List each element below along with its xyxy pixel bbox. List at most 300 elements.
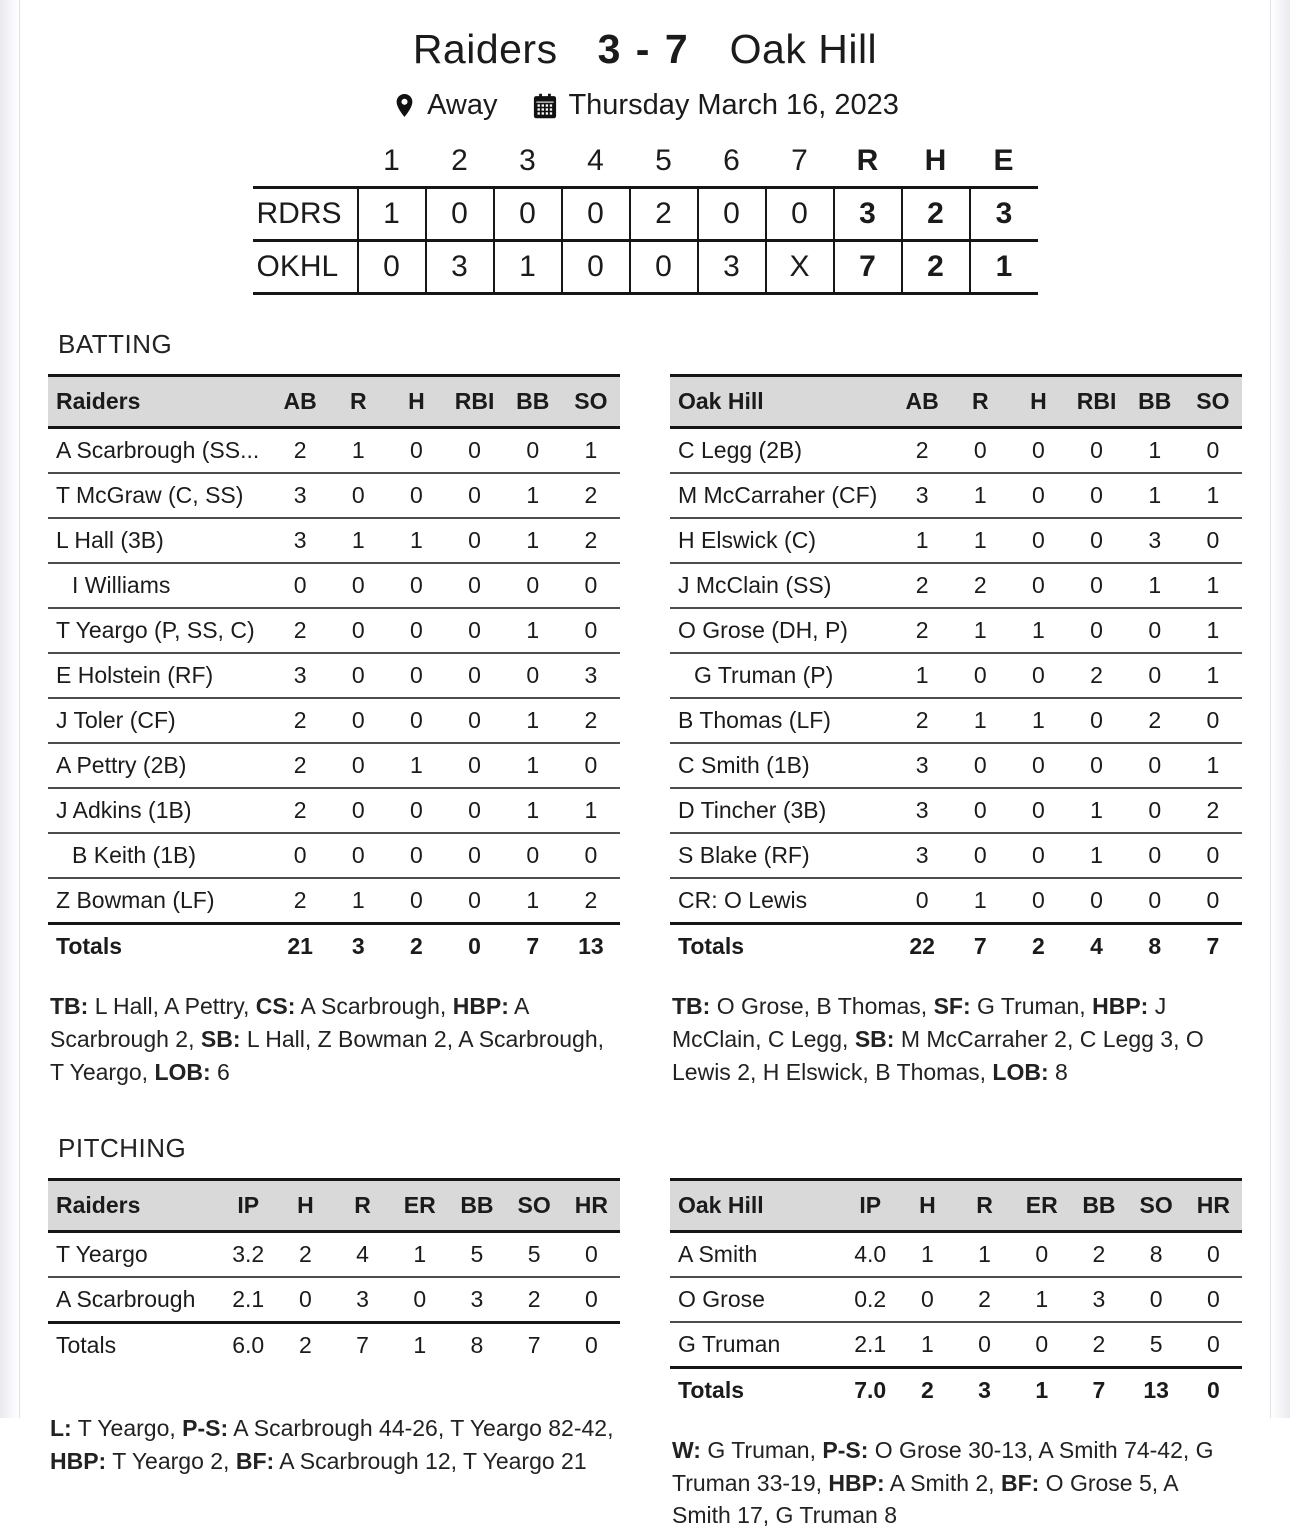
linescore-grid xyxy=(253,144,1038,295)
stat-column-header: R xyxy=(329,376,387,428)
stat-cell: 0 xyxy=(329,608,387,653)
stat-cell: 4 xyxy=(334,1231,391,1277)
player-row xyxy=(670,518,1242,563)
stat-cell: 1 xyxy=(956,1231,1013,1277)
location-pin-icon xyxy=(391,92,418,119)
stat-cell: 0 xyxy=(391,1277,448,1323)
linescore-row xyxy=(253,188,1038,241)
stat-cell: 0 xyxy=(387,473,445,518)
stat-cell: 0 xyxy=(899,1277,956,1322)
stat-cell: 1 xyxy=(504,518,562,563)
stat-cell: 0 xyxy=(1068,428,1126,474)
stat-cell: 0 xyxy=(329,698,387,743)
player-row xyxy=(48,698,620,743)
totals-stat-cell: 4 xyxy=(1068,924,1126,969)
stat-cell: 0 xyxy=(951,653,1009,698)
player-row xyxy=(670,698,1242,743)
stat-cell: 0 xyxy=(504,428,562,474)
game-score-title xyxy=(48,26,1242,73)
stat-cell: 0 xyxy=(1128,1277,1185,1322)
stat-cell: 5 xyxy=(1128,1322,1185,1368)
inning-header: 5 xyxy=(655,144,672,177)
stat-cell: 1 xyxy=(504,698,562,743)
stat-cell: 1 xyxy=(504,473,562,518)
inning-score-cell: 3 xyxy=(698,241,766,294)
player-name-cell[interactable]: I Williams xyxy=(48,563,271,608)
inning-score-cell: 0 xyxy=(698,188,766,241)
batting-section-label: BATTING xyxy=(58,329,173,359)
player-row xyxy=(48,608,620,653)
stat-cell: 1 xyxy=(504,608,562,653)
stat-cell: 0 xyxy=(446,788,504,833)
team-column-header: Raiders xyxy=(48,376,271,428)
page-right-edge xyxy=(1270,0,1290,1418)
stat-cell: 1 xyxy=(893,653,951,698)
player-name-cell[interactable]: M McCarraher (CF) xyxy=(670,473,893,518)
stat-cell: 0 xyxy=(387,878,445,924)
totals-stat-cell: 0 xyxy=(446,924,504,969)
stat-cell: 2 xyxy=(271,698,329,743)
stat-cell: 0 xyxy=(271,563,329,608)
stat-cell: 1 xyxy=(1126,473,1184,518)
inning-score-cell: 0 xyxy=(766,188,834,241)
stat-column-header: RBI xyxy=(446,376,504,428)
stat-cell: 2 xyxy=(956,1277,1013,1322)
totals-stat-cell: 2 xyxy=(1009,924,1067,969)
inning-score-cell: X xyxy=(766,241,834,294)
stat-cell: 2 xyxy=(271,878,329,924)
stats-table xyxy=(670,1178,1242,1412)
totals-stat-cell: 7 xyxy=(506,1322,563,1367)
inning-header: 6 xyxy=(723,144,740,177)
stat-cell: 0 xyxy=(1126,878,1184,924)
stat-cell: 1 xyxy=(1126,563,1184,608)
totals-stat-cell: 21 xyxy=(271,924,329,969)
stat-cell: 0 xyxy=(1009,428,1067,474)
stat-cell: 0 xyxy=(446,833,504,878)
stat-cell: 1 xyxy=(1009,608,1067,653)
stat-cell: 0 xyxy=(951,833,1009,878)
player-name-cell[interactable]: A Smith xyxy=(670,1231,842,1277)
summary-header: E xyxy=(993,144,1014,177)
player-row xyxy=(670,878,1242,924)
player-name-cell[interactable]: Z Bowman (LF) xyxy=(48,878,271,924)
stat-column-header: R xyxy=(956,1179,1013,1231)
calendar-icon xyxy=(531,92,559,120)
stat-cell: 0 xyxy=(504,653,562,698)
stat-cell: 1 xyxy=(1126,428,1184,474)
totals-row xyxy=(48,1322,620,1367)
stat-cell: 3 xyxy=(893,743,951,788)
stat-cell: 1 xyxy=(951,473,1009,518)
player-row xyxy=(670,1277,1242,1322)
summary-header: H xyxy=(924,144,947,177)
stat-cell: 1 xyxy=(1184,608,1242,653)
stat-column-header: SO xyxy=(562,376,620,428)
stat-cell: 0 xyxy=(329,743,387,788)
linescore-table xyxy=(253,144,1038,295)
player-row xyxy=(48,1231,620,1277)
stat-cell: 3 xyxy=(1126,518,1184,563)
stat-column-header: SO xyxy=(1128,1179,1185,1231)
player-row xyxy=(670,608,1242,653)
inning-header: 4 xyxy=(587,144,604,177)
totals-stat-cell: 3 xyxy=(956,1367,1013,1412)
player-row xyxy=(48,428,620,474)
stat-cell: 0 xyxy=(329,833,387,878)
totals-stat-cell: 7 xyxy=(504,924,562,969)
stat-cell: 0 xyxy=(951,743,1009,788)
totals-stat-cell: 2 xyxy=(277,1322,334,1367)
stat-cell: 0 xyxy=(1013,1231,1070,1277)
player-name-cell[interactable]: B Keith (1B) xyxy=(48,833,271,878)
stat-column-header: ER xyxy=(1013,1179,1070,1231)
stat-cell: 0 xyxy=(1068,878,1126,924)
stats-table xyxy=(48,374,620,968)
linescore-team-abbr: OKHL xyxy=(253,241,358,294)
totals-stat-cell: 6.0 xyxy=(220,1322,277,1367)
stat-cell: 0 xyxy=(951,428,1009,474)
stat-column-header: AB xyxy=(271,376,329,428)
summary-score-cell: 7 xyxy=(834,241,902,294)
stat-cell: 2 xyxy=(951,563,1009,608)
stat-cell: 1 xyxy=(1184,653,1242,698)
stat-column-header: H xyxy=(277,1179,334,1231)
player-name-cell[interactable]: O Grose xyxy=(670,1277,842,1322)
note-label: W: xyxy=(672,1436,701,1463)
player-row xyxy=(48,743,620,788)
stat-cell: 0 xyxy=(329,653,387,698)
stat-column-header: HR xyxy=(1185,1179,1242,1231)
player-row xyxy=(48,878,620,924)
stat-cell: 0 xyxy=(563,1277,620,1323)
totals-stat-cell: 1 xyxy=(391,1322,448,1367)
totals-stat-cell: 3 xyxy=(329,924,387,969)
stat-cell: 2 xyxy=(1070,1231,1127,1277)
totals-stat-cell: 7 xyxy=(1184,924,1242,969)
stat-cell: 2 xyxy=(893,563,951,608)
stat-cell: 0 xyxy=(446,428,504,474)
stat-cell: 0 xyxy=(446,608,504,653)
stat-cell: 0 xyxy=(1126,833,1184,878)
stat-cell: 1 xyxy=(1184,743,1242,788)
player-row xyxy=(48,653,620,698)
raiders-pitching-notes: L: T Yeargo, P-S: A Scarbrough 44-26, T Yeargo 82-42, HBP: T Yeargo 2, BF: A Scarbrough 12, T Yeargo 21 xyxy=(50,1414,614,1474)
player-name-cell[interactable]: A Pettry (2B) xyxy=(48,743,271,788)
player-row xyxy=(48,833,620,878)
totals-label-cell: Totals xyxy=(670,1367,842,1412)
totals-row xyxy=(48,924,620,969)
player-name-cell[interactable]: T McGraw (C, SS) xyxy=(48,473,271,518)
totals-stat-cell: 7.0 xyxy=(842,1367,899,1412)
raiders-batting-table xyxy=(48,374,620,968)
player-name-cell[interactable]: H Elswick (C) xyxy=(670,518,893,563)
stat-cell: 1 xyxy=(1013,1277,1070,1322)
stat-cell: 2 xyxy=(893,608,951,653)
stat-cell: 0 xyxy=(562,743,620,788)
stat-cell: 0 xyxy=(446,698,504,743)
batting-section xyxy=(48,374,1242,1089)
player-name-cell[interactable]: L Hall (3B) xyxy=(48,518,271,563)
stat-cell: 0 xyxy=(387,788,445,833)
totals-stat-cell: 7 xyxy=(951,924,1009,969)
stat-cell: 0 xyxy=(1009,743,1067,788)
stat-cell: 0 xyxy=(893,878,951,924)
note-label: P-S: xyxy=(182,1414,229,1441)
player-row xyxy=(670,1231,1242,1277)
player-row xyxy=(48,473,620,518)
summary-header: R xyxy=(856,144,879,177)
player-row xyxy=(48,1277,620,1323)
stat-cell: 2 xyxy=(562,878,620,924)
stat-cell: 0 xyxy=(1185,1322,1242,1368)
stat-cell: 8 xyxy=(1128,1231,1185,1277)
stat-cell: 0 xyxy=(562,833,620,878)
totals-stat-cell: 2 xyxy=(899,1367,956,1412)
stat-cell: 0 xyxy=(277,1277,334,1323)
stat-cell: 1 xyxy=(951,878,1009,924)
stat-cell: 1 xyxy=(562,788,620,833)
stat-cell: 3 xyxy=(562,653,620,698)
linescore-row xyxy=(253,241,1038,294)
stat-cell: 3 xyxy=(271,518,329,563)
stat-cell: 0 xyxy=(1009,833,1067,878)
totals-label-cell: Totals xyxy=(48,1322,220,1367)
player-name-cell[interactable]: G Truman xyxy=(670,1322,842,1368)
stat-column-header: IP xyxy=(842,1179,899,1231)
stat-cell: 1 xyxy=(504,743,562,788)
player-name-cell[interactable]: J Toler (CF) xyxy=(48,698,271,743)
note-label: L: xyxy=(50,1414,72,1441)
stat-cell: 1 xyxy=(504,788,562,833)
player-row xyxy=(670,743,1242,788)
linescore-header-spacer xyxy=(253,144,358,188)
stat-cell: 2 xyxy=(1068,653,1126,698)
stat-cell: 1 xyxy=(391,1231,448,1277)
stat-cell: 2.1 xyxy=(220,1277,277,1323)
stat-cell: 1 xyxy=(387,743,445,788)
game-location xyxy=(391,89,497,122)
summary-score-cell: 2 xyxy=(902,188,970,241)
stat-cell: 0.2 xyxy=(842,1277,899,1322)
raiders-pitching-column xyxy=(48,1178,620,1532)
stat-cell: 0 xyxy=(446,878,504,924)
totals-stat-cell: 0 xyxy=(563,1322,620,1367)
stat-cell: 1 xyxy=(562,428,620,474)
player-name-cell[interactable]: G Truman (P) xyxy=(670,653,893,698)
stat-cell: 0 xyxy=(387,563,445,608)
player-row xyxy=(670,833,1242,878)
team-column-header: Raiders xyxy=(48,1179,220,1231)
note-label: LOB: xyxy=(154,1058,211,1085)
oak-hill-pitching-column xyxy=(670,1178,1242,1532)
team-column-header: Oak Hill xyxy=(670,1179,842,1231)
stat-cell: 1 xyxy=(387,518,445,563)
stat-cell: 3 xyxy=(271,653,329,698)
player-name-cell[interactable]: B Thomas (LF) xyxy=(670,698,893,743)
stat-cell: 0 xyxy=(1068,743,1126,788)
player-row xyxy=(670,1322,1242,1368)
linescore-header-row xyxy=(253,144,1038,188)
totals-row xyxy=(670,1367,1242,1412)
note-label: LOB: xyxy=(992,1058,1049,1085)
player-name-cell[interactable]: T Yeargo (P, SS, C) xyxy=(48,608,271,653)
player-name-cell[interactable]: A Scarbrough (SS... xyxy=(48,428,271,474)
stat-cell: 0 xyxy=(1184,878,1242,924)
stat-cell: 1 xyxy=(951,518,1009,563)
stat-column-header: IP xyxy=(220,1179,277,1231)
note-label: HBP: xyxy=(50,1447,107,1474)
stat-cell: 2 xyxy=(271,743,329,788)
totals-stat-cell: 7 xyxy=(334,1322,391,1367)
totals-stat-cell: 7 xyxy=(1070,1367,1127,1412)
stat-cell: 0 xyxy=(951,788,1009,833)
stats-header-row xyxy=(670,1179,1242,1231)
stat-column-header: BB xyxy=(448,1179,505,1231)
raiders-batting-column xyxy=(48,374,620,1089)
player-name-cell[interactable]: E Holstein (RF) xyxy=(48,653,271,698)
player-name-cell[interactable]: CR: O Lewis xyxy=(670,878,893,924)
stat-cell: 1 xyxy=(329,428,387,474)
stat-cell: 2.1 xyxy=(842,1322,899,1368)
note-label: TB: xyxy=(50,993,89,1019)
summary-score-cell: 1 xyxy=(970,241,1038,294)
stat-cell: 0 xyxy=(446,473,504,518)
player-row xyxy=(670,428,1242,474)
stat-cell: 1 xyxy=(951,698,1009,743)
stat-column-header: ER xyxy=(391,1179,448,1231)
stat-cell: 0 xyxy=(387,428,445,474)
totals-label-cell: Totals xyxy=(670,924,893,969)
inning-score-cell: 0 xyxy=(562,188,630,241)
player-name-cell[interactable]: J Adkins (1B) xyxy=(48,788,271,833)
stat-cell: 0 xyxy=(387,833,445,878)
inning-score-cell: 0 xyxy=(358,241,426,294)
stat-cell: 0 xyxy=(329,563,387,608)
stat-cell: 3.2 xyxy=(220,1231,277,1277)
stat-column-header: SO xyxy=(1184,376,1242,428)
stat-cell: 0 xyxy=(1185,1231,1242,1277)
stat-cell: 0 xyxy=(563,1231,620,1277)
stat-cell: 2 xyxy=(562,518,620,563)
note-label: HBP: xyxy=(828,1469,885,1496)
note-label: SB: xyxy=(200,1025,241,1052)
player-row xyxy=(48,563,620,608)
stat-cell: 1 xyxy=(329,518,387,563)
stat-cell: 5 xyxy=(448,1231,505,1277)
stat-cell: 0 xyxy=(1009,473,1067,518)
stat-cell: 3 xyxy=(448,1277,505,1323)
inning-header: 7 xyxy=(791,144,808,177)
stat-column-header: SO xyxy=(506,1179,563,1231)
inning-header: 3 xyxy=(519,144,536,177)
stat-cell: 0 xyxy=(1068,563,1126,608)
stat-cell: 4.0 xyxy=(842,1231,899,1277)
totals-stat-cell: 13 xyxy=(1128,1367,1185,1412)
inning-score-cell: 0 xyxy=(494,188,562,241)
totals-stat-cell: 22 xyxy=(893,924,951,969)
pitching-section-label: PITCHING xyxy=(58,1132,187,1163)
inning-score-cell: 0 xyxy=(426,188,494,241)
stat-cell: 2 xyxy=(271,608,329,653)
player-name-cell[interactable]: D Tincher (3B) xyxy=(670,788,893,833)
stat-cell: 0 xyxy=(1068,608,1126,653)
stat-cell: 3 xyxy=(334,1277,391,1323)
stat-cell: 1 xyxy=(329,878,387,924)
pitching-section xyxy=(48,1178,1242,1532)
stat-cell: 3 xyxy=(271,473,329,518)
page-left-edge xyxy=(0,0,20,1418)
player-name-cell[interactable]: A Scarbrough xyxy=(48,1277,220,1323)
location-label: Away xyxy=(427,89,498,121)
inning-header: 1 xyxy=(383,144,400,177)
stat-cell: 2 xyxy=(1184,788,1242,833)
note-label: CS: xyxy=(255,993,296,1019)
summary-score-cell: 2 xyxy=(902,241,970,294)
stat-cell: 0 xyxy=(329,788,387,833)
stat-cell: 1 xyxy=(504,878,562,924)
note-label: P-S: xyxy=(822,1436,869,1463)
stat-cell: 0 xyxy=(329,473,387,518)
game-date-item xyxy=(531,89,898,122)
note-label: HBP: xyxy=(1092,993,1149,1019)
stat-cell: 0 xyxy=(387,653,445,698)
stat-column-header: H xyxy=(387,376,445,428)
player-row xyxy=(48,788,620,833)
stats-table xyxy=(670,374,1242,968)
stat-cell: 0 xyxy=(1009,788,1067,833)
stat-cell: 0 xyxy=(387,698,445,743)
stat-cell: 1 xyxy=(893,518,951,563)
totals-stat-cell: 1 xyxy=(1013,1367,1070,1412)
stat-cell: 0 xyxy=(1068,473,1126,518)
inning-score-cell: 3 xyxy=(426,241,494,294)
stat-cell: 0 xyxy=(446,563,504,608)
player-name-cell[interactable]: C Legg (2B) xyxy=(670,428,893,474)
inning-score-cell: 0 xyxy=(630,241,698,294)
oak-hill-batting-column xyxy=(670,374,1242,1089)
player-name-cell[interactable]: T Yeargo xyxy=(48,1231,220,1277)
stat-cell: 0 xyxy=(956,1322,1013,1368)
stat-cell: 0 xyxy=(271,833,329,878)
oak-hill-batting-notes: TB: O Grose, B Thomas, SF: G Truman, HBP: J McClain, C Legg, SB: M McCarraher 2, C Legg 3, O Lewis 2, H Elswick, B Thomas, LOB: 8 xyxy=(672,993,1204,1085)
stat-cell: 0 xyxy=(1068,698,1126,743)
stat-cell: 0 xyxy=(562,608,620,653)
stat-cell: 1 xyxy=(1068,833,1126,878)
stat-cell: 0 xyxy=(1126,653,1184,698)
stat-column-header: AB xyxy=(893,376,951,428)
stat-cell: 3 xyxy=(893,788,951,833)
player-name-cell[interactable]: J McClain (SS) xyxy=(670,563,893,608)
stat-cell: 1 xyxy=(1068,788,1126,833)
team-column-header: Oak Hill xyxy=(670,376,893,428)
stat-cell: 2 xyxy=(1070,1322,1127,1368)
stat-column-header: HR xyxy=(563,1179,620,1231)
stat-column-header: H xyxy=(899,1179,956,1231)
player-name-cell[interactable]: O Grose (DH, P) xyxy=(670,608,893,653)
player-name-cell[interactable]: S Blake (RF) xyxy=(670,833,893,878)
stat-cell: 0 xyxy=(1009,878,1067,924)
game-meta xyxy=(48,89,1242,122)
stats-header-row xyxy=(670,376,1242,428)
stat-cell: 1 xyxy=(1184,473,1242,518)
stats-header-row xyxy=(48,376,620,428)
player-name-cell[interactable]: C Smith (1B) xyxy=(670,743,893,788)
note-label: TB: xyxy=(672,993,711,1019)
note-label: SB: xyxy=(854,1025,895,1052)
inning-score-cell: 1 xyxy=(358,188,426,241)
stats-table xyxy=(48,1178,620,1367)
